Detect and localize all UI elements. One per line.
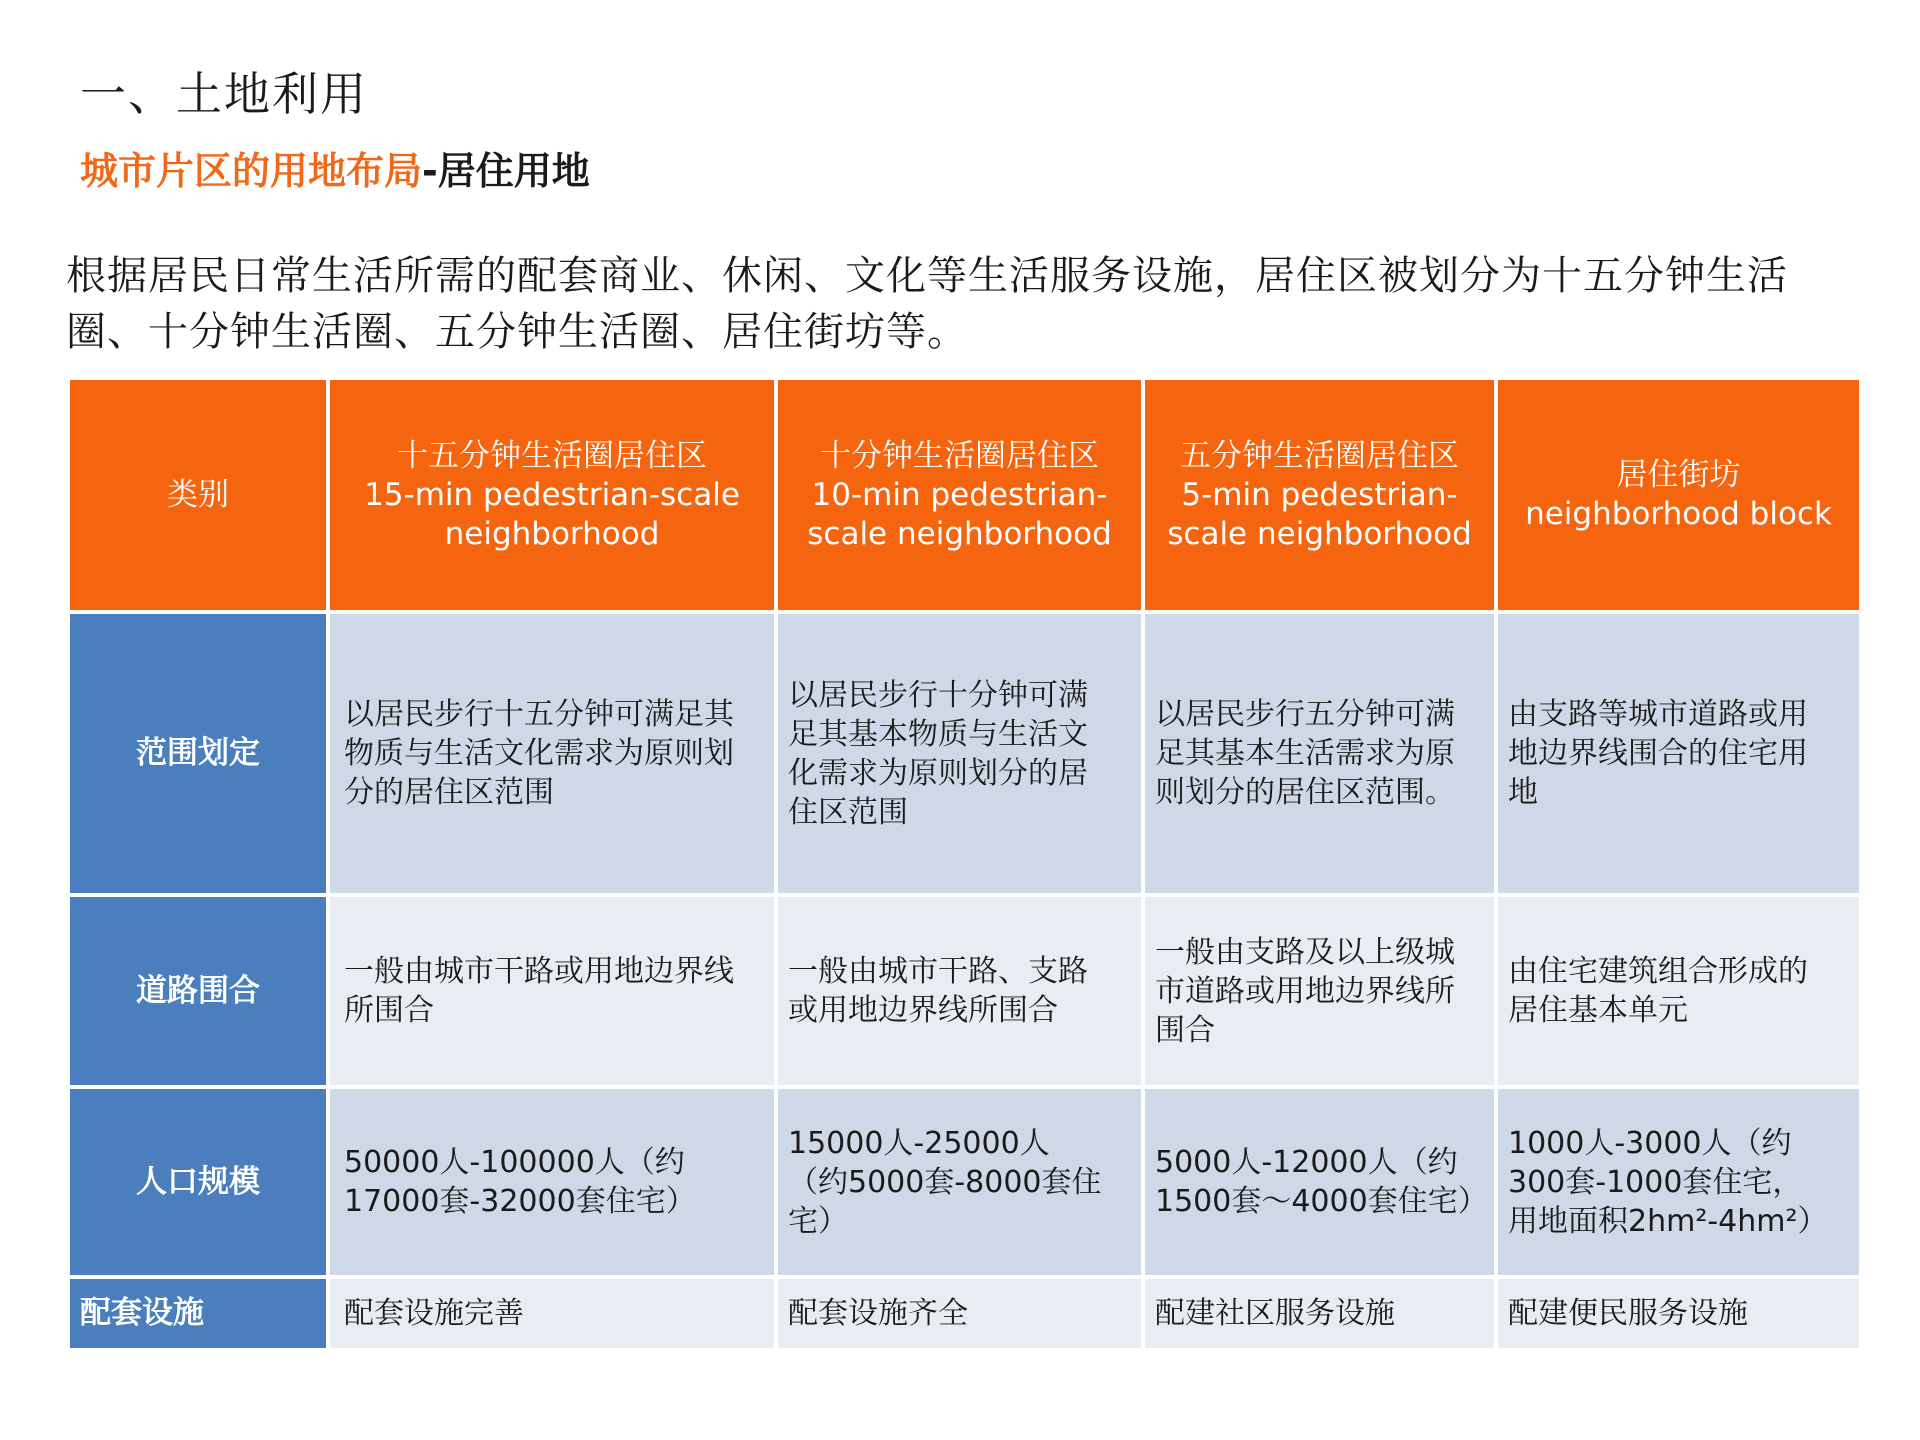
header-block: 居住街坊 neighborhood block (1498, 380, 1859, 610)
cell-road-5min: 一般由支路及以上级城 市道路或用地边界线所 围合 (1145, 897, 1494, 1085)
cell-scope-block: 由支路等城市道路或用 地边界线围合的住宅用 地 (1498, 614, 1859, 893)
cell-facilities-5min: 配建社区服务设施 (1145, 1279, 1494, 1348)
cell-scope-10min: 以居民步行十分钟可满 足其基本物质与生活文 化需求为原则划分的居 住区范围 (778, 614, 1141, 893)
row-label-facilities: 配套设施 (70, 1279, 326, 1348)
intro-paragraph: 根据居民日常生活所需的配套商业、休闲、文化等生活服务设施，居住区被划分为十五分钟生活圈、十分钟生活圈、五分钟生活圈、居住街坊等。 (66, 253, 1788, 355)
row-label-population: 人口规模 (70, 1089, 326, 1275)
cell-road-15min: 一般由城市干路或用地边界线 所围合 (330, 897, 774, 1085)
header-5min: 五分钟生活圈居住区 5-min pedestrian- scale neighborhood (1145, 380, 1494, 610)
cell-road-10min: 一般由城市干路、支路 或用地边界线所围合 (778, 897, 1141, 1085)
cell-scope-5min: 以居民步行五分钟可满 足其基本生活需求为原 则划分的居住区范围。 (1145, 614, 1494, 893)
cell-road-block: 由住宅建筑组合形成的 居住基本单元 (1498, 897, 1859, 1085)
cell-population-10min: 15000人-25000人 （约5000套-8000套住 宅） (778, 1089, 1141, 1275)
cell-population-15min: 50000人-100000人（约 17000套-32000套住宅） (330, 1089, 774, 1275)
row-label-scope: 范围划定 (70, 614, 326, 893)
subtitle-accent: 城市片区的用地布局 (80, 149, 423, 193)
residential-zoning-table (70, 380, 1858, 1348)
cell-facilities-10min: 配套设施齐全 (778, 1279, 1141, 1348)
header-10min: 十分钟生活圈居住区 10-min pedestrian- scale neighborhood (778, 380, 1141, 610)
page-title: 一、土地利用 (80, 67, 368, 121)
cell-facilities-15min: 配套设施完善 (330, 1279, 774, 1348)
cell-population-block: 1000人-3000人（约 300套-1000套住宅， 用地面积2hm²-4hm²） (1498, 1089, 1859, 1275)
header-category: 类别 (70, 380, 326, 610)
cell-facilities-block: 配建便民服务设施 (1498, 1279, 1859, 1348)
header-15min: 十五分钟生活圈居住区 15-min pedestrian-scale neighborhood (330, 380, 774, 610)
section-subtitle (80, 140, 590, 195)
cell-population-5min: 5000人-12000人（约 1500套～4000套住宅） (1145, 1089, 1494, 1275)
cell-scope-15min: 以居民步行十五分钟可满足其 物质与生活文化需求为原则划 分的居住区范围 (330, 614, 774, 893)
subtitle-rest: -居住用地 (422, 149, 590, 193)
row-label-road: 道路围合 (70, 897, 326, 1085)
